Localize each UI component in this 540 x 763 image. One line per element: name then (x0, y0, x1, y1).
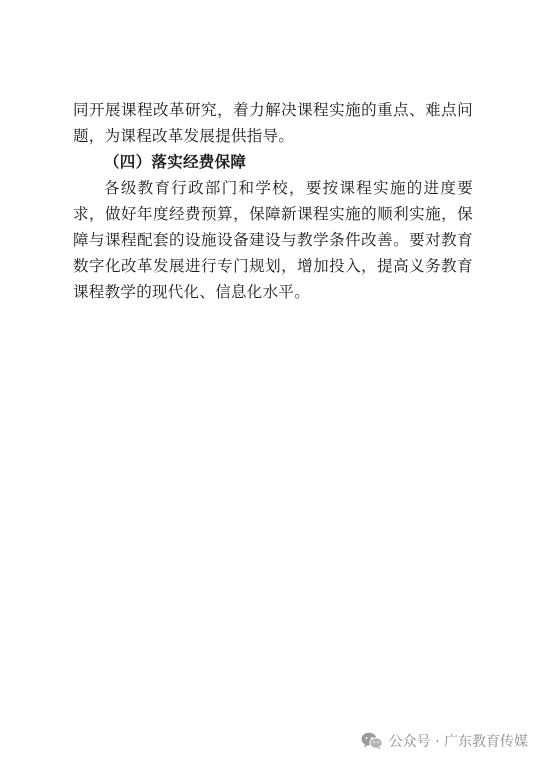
watermark (361, 731, 528, 751)
wechat-icon (361, 732, 383, 750)
paragraph-continuation: 同开展课程改革研究，着力解决课程实施的重点、难点问题，为课程改革发展提供指导。 (73, 101, 473, 145)
section-heading: （四）落实经费保障 (104, 152, 247, 171)
paragraph-funding: 各级教育行政部门和学校，要按课程实施的进度要求，做好年度经费预算，保障新课程实施的顺利实施，保障与课程配套的设施设备建设与教学条件改善。要对教育数字化改革发展进行专门规划，增加投入，提高义务教育课程教学的现代化、信息化水平。 (73, 179, 473, 301)
document-body (73, 97, 473, 305)
watermark-text: 公众号 · 广东教育传媒 (388, 734, 528, 750)
